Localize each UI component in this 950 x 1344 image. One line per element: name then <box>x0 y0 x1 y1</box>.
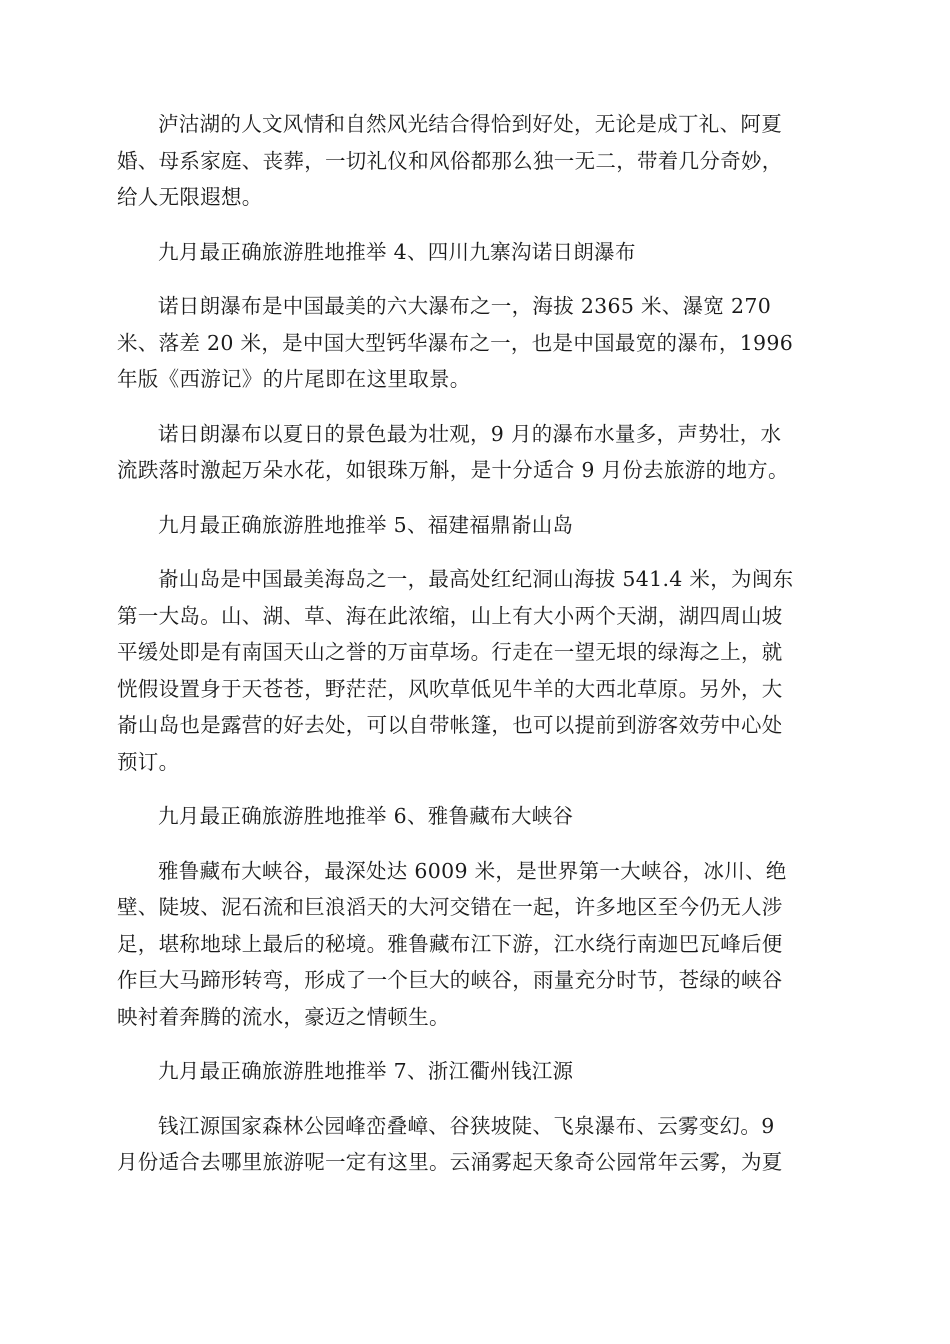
document-page <box>117 106 833 1199</box>
text-line: 年版《西游记》的片尾即在这里取景。 <box>117 367 471 391</box>
heading-text: 九月最正确旅游胜地推举 6、雅鲁藏布大峡谷 <box>158 804 574 828</box>
paragraph-nuorilang-2 <box>117 416 833 489</box>
paragraph-yarlung-tsangpo <box>117 853 833 1036</box>
text-line: 第一大岛。山、湖、草、海在此浓缩，山上有大小两个天湖，湖四周山坡 <box>117 603 783 628</box>
section-heading-5 <box>117 507 833 544</box>
heading-text: 九月最正确旅游胜地推举 5、福建福鼎嵛山岛 <box>158 512 574 537</box>
text-line: 诺日朗瀑布以夏日的景色最为壮观，9 月的瀑布水量多，声势壮，水 <box>158 421 782 446</box>
text-line: 恍假设置身于天苍苍，野茫茫，风吹草低见牛羊的大西北草原。另外，大 <box>117 676 783 701</box>
paragraph-yushan-island <box>117 561 833 780</box>
text-line: 米、落差 20 米，是中国大型钙华瀑布之一，也是中国最宽的瀑布，1996 <box>117 330 794 355</box>
text-line: 泸沽湖的人文风情和自然风光结合得恰到好处，无论是成丁礼、阿夏 <box>158 112 782 136</box>
text-line: 婚、母系家庭、丧葬，一切礼仪和风俗都那么独一无二，带着几分奇妙， <box>117 148 783 173</box>
text-line: 给人无限遐想。 <box>117 185 263 209</box>
paragraph-nuorilang-1 <box>117 288 833 398</box>
text-line: 诺日朗瀑布是中国最美的六大瀑布之一，海拔 2365 米、瀑宽 270 <box>158 294 772 318</box>
text-line: 流跌落时激起万朵水花，如银珠万斛，是十分适合 9 月份去旅游的地方。 <box>117 458 789 482</box>
text-line: 平缓处即是有南国天山之誉的万亩草场。行走在一望无垠的绿海之上，就 <box>117 640 783 664</box>
text-line: 预订。 <box>117 749 180 774</box>
section-heading-4 <box>117 234 833 271</box>
text-line: 映衬着奔腾的流水，豪迈之情顿生。 <box>117 1004 450 1029</box>
paragraph-lugu-lake <box>117 106 833 216</box>
text-line: 嵛山岛也是露营的好去处，可以自带帐篷，也可以提前到游客效劳中心处 <box>117 713 783 737</box>
section-heading-7 <box>117 1053 833 1090</box>
text-line: 月份适合去哪里旅游呢一定有这里。云涌雾起天象奇公园常年云雾，为夏 <box>117 1150 783 1174</box>
text-line: 钱江源国家森林公园峰峦叠嶂、谷狭坡陡、飞泉瀑布、云雾变幻。9 <box>158 1113 775 1138</box>
text-line: 壁、陡坡、泥石流和巨浪滔天的大河交错在一起，许多地区至今仍无人涉 <box>117 895 783 919</box>
text-line: 足，堪称地球上最后的秘境。雅鲁藏布江下游，江水绕行南迦巴瓦峰后便 <box>117 931 783 956</box>
text-line: 雅鲁藏布大峡谷，最深处达 6009 米，是世界第一大峡谷，冰川、绝 <box>158 858 787 883</box>
section-heading-6 <box>117 798 833 835</box>
paragraph-qianjiangyuan <box>117 1108 833 1181</box>
text-line: 作巨大马蹄形转弯，形成了一个巨大的峡谷，雨量充分时节，苍绿的峡谷 <box>117 968 783 992</box>
heading-text: 九月最正确旅游胜地推举 4、四川九寨沟诺日朗瀑布 <box>158 239 636 264</box>
text-line: 嵛山岛是中国最美海岛之一，最高处红纪洞山海拔 541.4 米，为闽东 <box>158 567 794 591</box>
heading-text: 九月最正确旅游胜地推举 7、浙江衢州钱江源 <box>158 1059 574 1083</box>
